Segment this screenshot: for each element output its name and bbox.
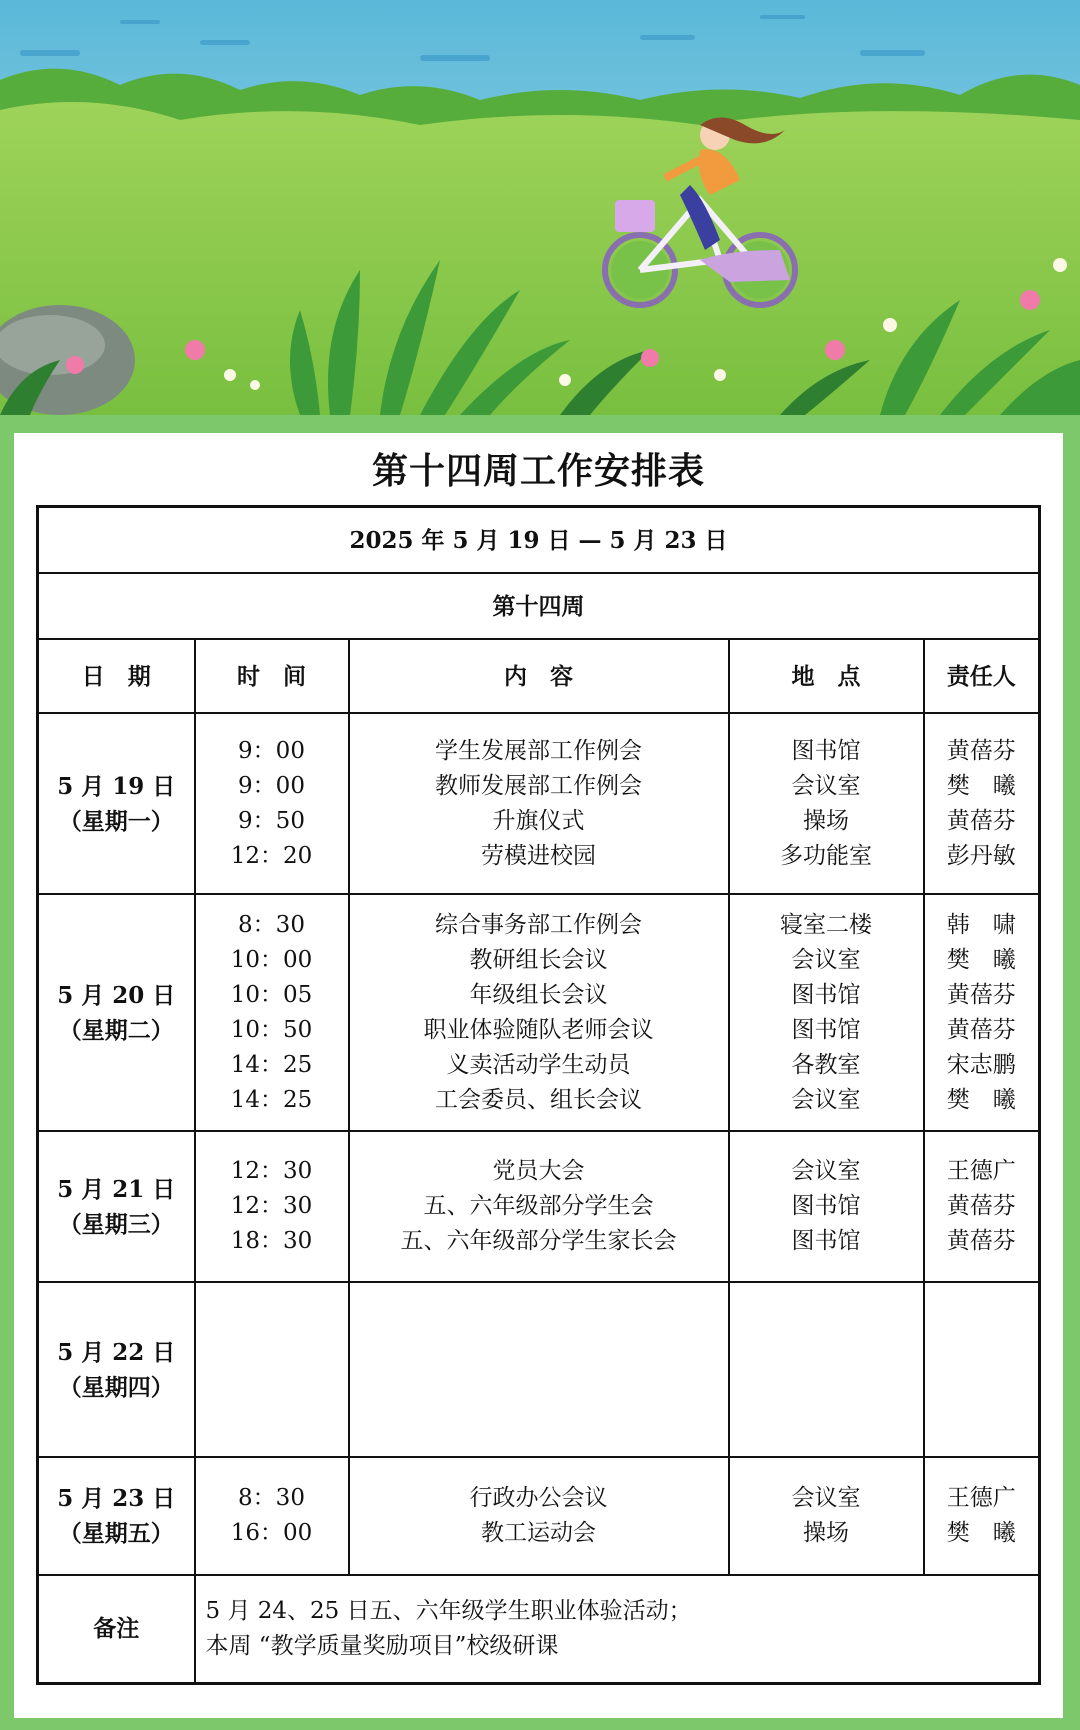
person-entry: 黄蓓芬 bbox=[946, 1228, 1016, 1254]
content-entry: 行政办公会议 bbox=[469, 1485, 608, 1511]
place-entry: 会议室 bbox=[791, 1086, 861, 1113]
person-entry: 韩 啸 bbox=[946, 911, 1016, 938]
time-entry: 10：50 bbox=[230, 1016, 313, 1043]
content-entry: 年级组长会议 bbox=[469, 981, 608, 1008]
time-entry: 12：30 bbox=[230, 1158, 313, 1184]
week-label: 第十四周 bbox=[38, 573, 1040, 639]
header-place: 地 点 bbox=[729, 639, 924, 713]
day-weekday: （星期四） bbox=[58, 1373, 174, 1401]
day-date: 5 月 22 日 bbox=[57, 1338, 176, 1366]
day-date: 5 月 23 日 bbox=[57, 1485, 176, 1512]
place-entry: 图书馆 bbox=[791, 981, 861, 1008]
notes-cell bbox=[195, 1575, 1040, 1683]
notes-row bbox=[38, 1575, 1040, 1683]
person-entry: 黄蓓芬 bbox=[946, 981, 1016, 1008]
place-entry: 操场 bbox=[803, 807, 849, 834]
content-entry: 教研组长会议 bbox=[469, 946, 608, 973]
person-cell bbox=[924, 713, 1040, 894]
table-row bbox=[38, 894, 1040, 1131]
place-entry: 图书馆 bbox=[791, 737, 861, 764]
day-weekday: （星期二） bbox=[58, 1016, 174, 1044]
header-time: 时 间 bbox=[195, 639, 349, 713]
time-entry: 16：00 bbox=[230, 1520, 313, 1546]
person-entry: 黄蓓芬 bbox=[946, 737, 1016, 764]
place-cell bbox=[729, 1457, 924, 1575]
content-entry: 综合事务部工作例会 bbox=[435, 911, 642, 938]
time-cell bbox=[195, 1282, 349, 1457]
schedule-table bbox=[36, 505, 1041, 1685]
time-entry: 8：30 bbox=[238, 1485, 305, 1511]
time-entry: 9：00 bbox=[238, 737, 305, 764]
table-row bbox=[38, 713, 1040, 894]
content-cell bbox=[349, 1457, 729, 1575]
person-cell bbox=[924, 1457, 1040, 1575]
day-date-cell bbox=[38, 1457, 195, 1575]
time-entry: 10：05 bbox=[230, 981, 313, 1008]
time-entry: 9：50 bbox=[238, 807, 305, 834]
person-cell bbox=[924, 894, 1040, 1131]
person-entry: 樊 曦 bbox=[946, 1086, 1016, 1113]
day-date-cell bbox=[38, 1282, 195, 1457]
time-cell bbox=[195, 894, 349, 1131]
place-entry: 多功能室 bbox=[780, 842, 872, 869]
time-entry: 10：00 bbox=[230, 946, 313, 973]
person-entry: 王德广 bbox=[946, 1485, 1016, 1511]
time-entry: 18：30 bbox=[230, 1228, 313, 1254]
content-entry: 升旗仪式 bbox=[492, 807, 585, 834]
day-date: 5 月 20 日 bbox=[57, 981, 176, 1009]
person-entry: 樊 曦 bbox=[946, 946, 1016, 973]
day-date: 5 月 21 日 bbox=[57, 1175, 176, 1203]
content-entry: 教师发展部工作例会 bbox=[435, 772, 642, 799]
time-cell bbox=[195, 1131, 349, 1282]
person-entry: 彭丹敏 bbox=[946, 842, 1016, 869]
date-range: 2025 年 5 月 19 日 — 5 月 23 日 bbox=[38, 507, 1040, 574]
note-line: 本周 “教学质量奖励项目”校级研课 bbox=[205, 1632, 559, 1659]
day-weekday: （星期五） bbox=[58, 1520, 174, 1547]
place-entry: 会议室 bbox=[791, 1485, 861, 1511]
person-entry: 樊 曦 bbox=[946, 772, 1016, 799]
schedule-paper bbox=[14, 433, 1063, 1718]
place-entry: 各教室 bbox=[791, 1051, 861, 1078]
content-entry: 义卖活动学生动员 bbox=[446, 1051, 631, 1078]
person-cell bbox=[924, 1282, 1040, 1457]
day-date: 5 月 19 日 bbox=[57, 772, 176, 800]
place-cell bbox=[729, 1282, 924, 1457]
person-cell bbox=[924, 1131, 1040, 1282]
day-weekday: （星期三） bbox=[58, 1210, 174, 1238]
content-cell bbox=[349, 713, 729, 894]
time-cell bbox=[195, 1457, 349, 1575]
time-entry: 12：20 bbox=[230, 842, 313, 869]
content-entry: 劳模进校园 bbox=[481, 842, 596, 869]
table-header-row bbox=[38, 639, 1040, 713]
place-entry: 会议室 bbox=[791, 772, 861, 799]
person-entry: 黄蓓芬 bbox=[946, 1193, 1016, 1219]
person-entry: 宋志鹏 bbox=[946, 1051, 1016, 1078]
content-cell bbox=[349, 1131, 729, 1282]
place-entry: 寝室二楼 bbox=[780, 911, 872, 938]
content-entry: 学生发展部工作例会 bbox=[435, 737, 642, 764]
time-entry: 14：25 bbox=[230, 1051, 313, 1078]
place-cell bbox=[729, 713, 924, 894]
time-entry: 8：30 bbox=[238, 911, 305, 938]
person-entry: 黄蓓芬 bbox=[946, 807, 1016, 834]
person-entry: 黄蓓芬 bbox=[946, 1016, 1016, 1043]
day-weekday: （星期一） bbox=[58, 807, 174, 835]
time-entry: 12：30 bbox=[230, 1193, 313, 1219]
day-date-cell bbox=[38, 894, 195, 1131]
day-date-cell bbox=[38, 1131, 195, 1282]
table-row bbox=[38, 1457, 1040, 1575]
place-entry: 操场 bbox=[803, 1520, 849, 1546]
place-entry: 图书馆 bbox=[791, 1016, 861, 1043]
person-entry: 王德广 bbox=[946, 1158, 1016, 1184]
place-entry: 会议室 bbox=[791, 1158, 861, 1184]
content-entry: 教工运动会 bbox=[481, 1520, 596, 1546]
day-date-cell bbox=[38, 713, 195, 894]
content-entry: 职业体验随队老师会议 bbox=[423, 1016, 654, 1043]
notes-label: 备注 bbox=[38, 1575, 195, 1683]
note-line: 5 月 24、25 日五、六年级学生职业体验活动； bbox=[205, 1597, 692, 1624]
time-entry: 9：00 bbox=[238, 772, 305, 799]
content-entry: 五、六年级部分学生会 bbox=[423, 1193, 654, 1219]
content-cell bbox=[349, 1282, 729, 1457]
header-date: 日 期 bbox=[38, 639, 195, 713]
content-entry: 党员大会 bbox=[492, 1158, 585, 1184]
time-cell bbox=[195, 713, 349, 894]
place-cell bbox=[729, 1131, 924, 1282]
content-entry: 五、六年级部分学生家长会 bbox=[400, 1228, 677, 1254]
page-title: 第十四周工作安排表 bbox=[371, 451, 705, 492]
place-entry: 会议室 bbox=[791, 946, 861, 973]
banner-illustration bbox=[0, 0, 1080, 415]
spring-scene-illustration bbox=[0, 0, 1080, 415]
content-cell bbox=[349, 894, 729, 1131]
time-entry: 14：25 bbox=[230, 1086, 313, 1113]
header-content: 内 容 bbox=[349, 639, 729, 713]
table-row bbox=[38, 1282, 1040, 1457]
place-entry: 图书馆 bbox=[791, 1193, 861, 1219]
content-entry: 工会委员、组长会议 bbox=[435, 1086, 642, 1113]
header-person: 责任人 bbox=[924, 639, 1040, 713]
person-entry: 樊 曦 bbox=[946, 1520, 1016, 1546]
place-entry: 图书馆 bbox=[791, 1228, 861, 1254]
place-cell bbox=[729, 894, 924, 1131]
table-row bbox=[38, 1131, 1040, 1282]
